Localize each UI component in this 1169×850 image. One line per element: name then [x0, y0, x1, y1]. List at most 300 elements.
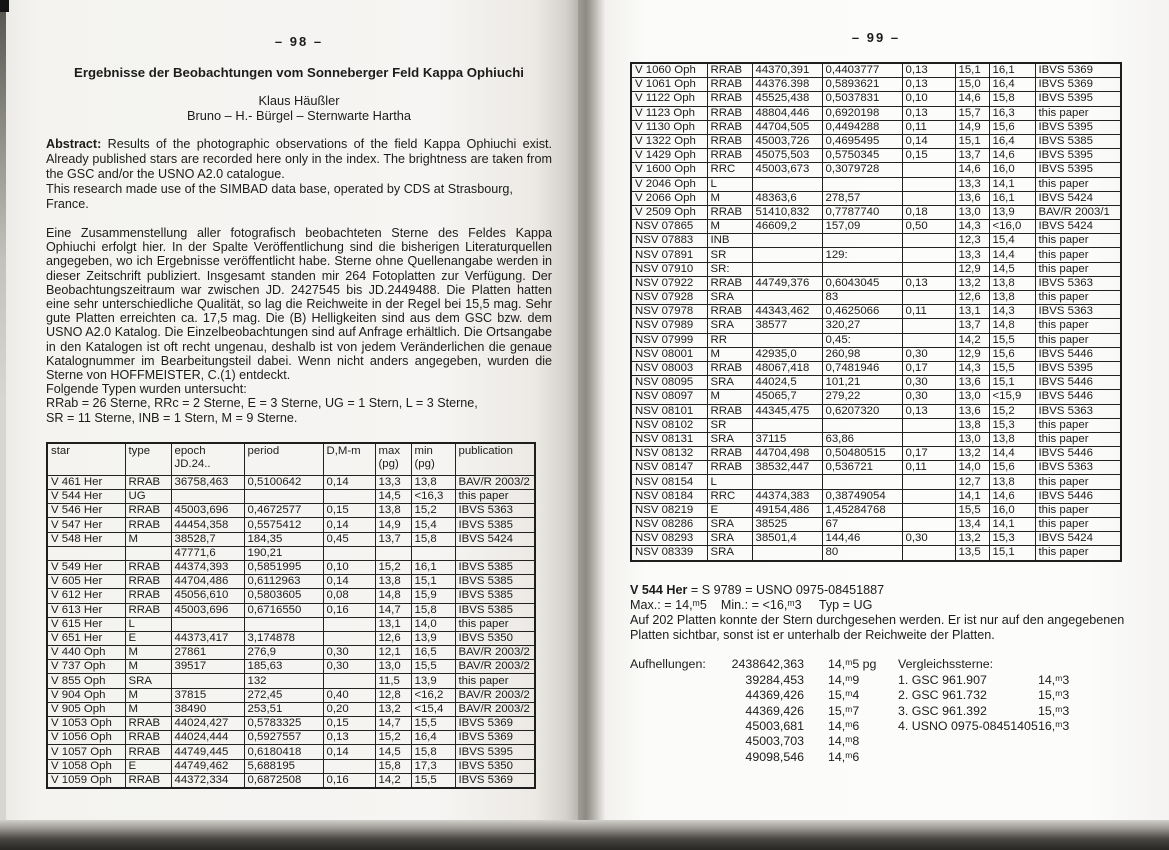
table-cell: IBVS 5363	[1035, 404, 1121, 418]
table-cell: 0,30	[902, 532, 955, 546]
table-cell: V 1429 Oph	[631, 149, 707, 163]
table-cell: IBVS 5385	[455, 518, 535, 532]
table-row	[47, 731, 535, 745]
table-cell: 0,50	[902, 220, 955, 234]
table-cell: 14,1	[989, 177, 1035, 191]
table-cell: this paper	[455, 490, 535, 504]
table-cell: IBVS 5446	[1035, 390, 1121, 404]
table-body	[47, 475, 535, 788]
table-cell: V 1057 Oph	[47, 745, 125, 759]
table-cell: 0,4672577	[244, 504, 323, 518]
table-cell: 0,6043045	[822, 276, 902, 290]
column-header: period	[244, 443, 323, 476]
table-row	[47, 674, 535, 688]
table-cell: 0,6920198	[822, 106, 902, 120]
table-cell: 44024,427	[171, 717, 244, 731]
table-cell: IBVS 5424	[455, 532, 535, 546]
table-cell: BAV/R 2003/2	[455, 688, 535, 702]
table-cell: NSV 07999	[631, 333, 707, 347]
table-row	[631, 234, 1121, 248]
table-cell: RRAB	[707, 305, 752, 319]
table-cell: M	[707, 191, 752, 205]
table-cell: IBVS 5385	[1035, 134, 1121, 148]
table-cell	[323, 759, 375, 773]
table-cell: NSV 07928	[631, 291, 707, 305]
table-cell	[902, 291, 955, 305]
table-cell: 44749,376	[752, 276, 822, 290]
table-cell: 0,5851995	[244, 560, 323, 574]
table-cell: V 613 Her	[47, 603, 125, 617]
aufhellungen-label: Aufhellungen:	[630, 657, 706, 672]
table-cell: IBVS 5446	[1035, 347, 1121, 361]
table-cell: 0,6716550	[244, 603, 323, 617]
table-cell: 14,6	[989, 149, 1035, 163]
table-cell: RRAB	[125, 518, 171, 532]
table-row	[631, 205, 1121, 219]
table-cell: 44372,334	[171, 773, 244, 788]
table-cell: 80	[822, 546, 902, 561]
vergleichssterne-list	[898, 657, 1069, 765]
table-cell: BAV/R 2003/2	[455, 646, 535, 660]
table-cell: 0,4625066	[822, 305, 902, 319]
table-cell: 0,30	[323, 646, 375, 660]
table-cell: 13,8	[989, 432, 1035, 446]
column-header: max (pg)	[375, 443, 411, 476]
table-cell: 37815	[171, 688, 244, 702]
table-cell: 0,5037831	[822, 92, 902, 106]
table-cell: 13,9	[411, 674, 455, 688]
table-row	[631, 92, 1121, 106]
v544-note: Auf 202 Platten konnte der Stern durchgesehen werden. Er ist nur auf den angegebenen Platten sichtbar, sonst ist er unterhalb der Reichweite der Platten.	[630, 612, 1125, 643]
table-cell	[902, 163, 955, 177]
aufhellung-row	[630, 657, 898, 672]
table-cell: 13,7	[955, 319, 989, 333]
table-cell: 0,11	[902, 120, 955, 134]
table-cell: 16,5	[411, 646, 455, 660]
table-cell: 48804,446	[752, 106, 822, 120]
table-cell: RRAB	[125, 475, 171, 489]
table-cell: 45525,438	[752, 92, 822, 106]
table-cell: 15,2	[411, 504, 455, 518]
table-cell: M	[707, 220, 752, 234]
brightening-lists	[630, 657, 1151, 765]
table-cell: 44749,462	[171, 759, 244, 773]
table-row	[47, 532, 535, 546]
body-paragraph: Eine Zusammenstellung aller fotografisch beobachteten Sterne des Feldes Kappa Ophiuchi erfolgt hier. In der Spalte Veröffentlichung sind die bisherigen Literaturquellen angegeben, wo ich Ergebnisse veröffentlicht habe. Sterne ohne Quellenangabe werden in dieser Zeitschrift publiziert. Insgesamt standen mir 264 Fotoplatten zur Verfügung. Der Beobachtungszeitraum war zwischen JD. 2427545 bis JD.2449488. Die Platten hatten eine sehr unterschiedliche Qualität, so lag die Reichweite in der Regel bei 15,5 mag. Sehr gute Platten erreichten ca. 17,5 mag. Die (B) Helligkeiten sind aus dem GSC bzw. dem USNO A2.0 Katalog. Die Einzelbeobachtungen sind auf Anfrage erhältlich. Die Ortsangabe in den Katalogen ist oft recht ungenau, deshalb ist von jedem Veränderlichen die genaue Katalognummer im Bearbeitungsteil dabei. Wenn nicht anders angegeben, wurden die Sterne von HOFFMEISTER, C.(1) entdeckt.	[46, 226, 552, 383]
table-cell: 0,30	[902, 390, 955, 404]
column-header: publication	[455, 443, 535, 476]
table-cell: 44343,462	[752, 305, 822, 319]
table-cell: V 1053 Oph	[47, 717, 125, 731]
table-cell: IBVS 5369	[455, 717, 535, 731]
table-cell: 14,5	[375, 490, 411, 504]
table-cell	[752, 262, 822, 276]
table-cell: 13,2	[955, 447, 989, 461]
table-cell	[244, 490, 323, 504]
comparison-star-name: 3. GSC 961.392	[898, 703, 987, 718]
table-cell: RRAB	[125, 560, 171, 574]
table-cell: BAV/R 2003/2	[455, 660, 535, 674]
table-cell: IBVS 5363	[1035, 461, 1121, 475]
table-cell: V 615 Her	[47, 617, 125, 631]
table-cell: RRC	[707, 489, 752, 503]
table-cell: V 651 Her	[47, 631, 125, 645]
table-cell	[752, 475, 822, 489]
table-cell: 13,3	[955, 177, 989, 191]
table-cell: <16,2	[411, 688, 455, 702]
magnitude-value: 16,ᵐ3	[1038, 719, 1070, 733]
table-cell: 5,688195	[244, 759, 323, 773]
table-cell: 38501,4	[752, 532, 822, 546]
table-cell: V 2066 Oph	[631, 191, 707, 205]
table-row	[631, 461, 1121, 475]
table-cell: 38490	[171, 702, 244, 716]
table-row	[47, 773, 535, 788]
abstract-paragraph	[46, 137, 552, 182]
table-cell: 15,1	[989, 546, 1035, 561]
table-cell: 13,8	[375, 575, 411, 589]
table-cell: V 612 Her	[47, 589, 125, 603]
table-cell: 16,1	[989, 191, 1035, 205]
table-cell: NSV 08154	[631, 475, 707, 489]
table-row	[47, 688, 535, 702]
table-row	[631, 361, 1121, 375]
table-cell: NSV 08339	[631, 546, 707, 561]
table-row	[631, 220, 1121, 234]
page-number-left: – 98 –	[274, 34, 324, 49]
table-cell: 11,5	[375, 674, 411, 688]
table-cell: 15,6	[989, 120, 1035, 134]
table-cell: RRAB	[125, 717, 171, 731]
star-table-page99	[630, 62, 1122, 562]
table-cell: 190,21	[244, 546, 323, 560]
table-cell: 13,6	[955, 404, 989, 418]
table-cell: 15,5	[989, 333, 1035, 347]
table-cell	[902, 191, 955, 205]
table-cell: 44024,5	[752, 376, 822, 390]
magnitude-value: 15,ᵐ7	[828, 703, 860, 718]
table-cell	[822, 475, 902, 489]
table-cell: 14,8	[989, 319, 1035, 333]
table-row	[631, 532, 1121, 546]
table-cell: 0,16	[323, 603, 375, 617]
table-cell	[375, 546, 411, 560]
comparison-star-row	[898, 719, 1069, 734]
aufhellung-row	[630, 704, 898, 719]
table-cell: SRA	[707, 432, 752, 446]
table-cell: 14,6	[955, 163, 989, 177]
table-row	[631, 475, 1121, 489]
table-cell: 15,8	[989, 92, 1035, 106]
table-cell: 1,45284768	[822, 503, 902, 517]
table-cell: 0,16	[323, 773, 375, 788]
table-cell: V 1130 Oph	[631, 120, 707, 134]
table-cell: <16,0	[989, 220, 1035, 234]
table-cell: NSV 07910	[631, 262, 707, 276]
table-cell: 12,8	[375, 688, 411, 702]
table-cell: 0,14	[323, 745, 375, 759]
table-cell: V 855 Oph	[47, 674, 125, 688]
table-cell: 14,3	[955, 361, 989, 375]
table-cell: V 549 Her	[47, 560, 125, 574]
table-cell: RRAB	[707, 461, 752, 475]
table-cell: 12,3	[955, 234, 989, 248]
table-cell: 13,8	[989, 276, 1035, 290]
table-cell: 13,8	[989, 291, 1035, 305]
table-row	[631, 120, 1121, 134]
table-cell: 12,9	[955, 347, 989, 361]
table-cell: 14,0	[955, 461, 989, 475]
table-cell: 16,3	[989, 106, 1035, 120]
table-cell: 0,45:	[822, 333, 902, 347]
author-name: Klaus Häußler	[258, 93, 340, 108]
table-cell: V 547 Her	[47, 518, 125, 532]
table-cell: IBVS 5395	[1035, 149, 1121, 163]
table-cell: 14,3	[989, 305, 1035, 319]
table-cell: <16,3	[411, 490, 455, 504]
column-header: D,M-m	[323, 443, 375, 476]
table-body	[631, 63, 1121, 561]
table-row	[631, 404, 1121, 418]
table-cell: 13,6	[955, 376, 989, 390]
table-cell	[902, 262, 955, 276]
table-cell: RRAB	[707, 404, 752, 418]
table-cell: 13,6	[955, 191, 989, 205]
table-row	[631, 432, 1121, 446]
table-cell: 14,9	[955, 120, 989, 134]
table-cell: RRAB	[125, 731, 171, 745]
table-cell: 14,6	[955, 92, 989, 106]
table-cell: L	[125, 617, 171, 631]
table-cell: 83	[822, 291, 902, 305]
table-cell: 14,3	[955, 220, 989, 234]
table-cell: 13,8	[989, 475, 1035, 489]
table-cell: 16,4	[989, 78, 1035, 92]
table-cell: IBVS 5363	[1035, 276, 1121, 290]
table-cell: V 546 Her	[47, 504, 125, 518]
table-cell: IBVS 5395	[1035, 163, 1121, 177]
table-cell: SRA	[707, 518, 752, 532]
table-cell: 0,13	[902, 78, 955, 92]
table-row	[47, 560, 535, 574]
table-cell: 14,7	[375, 603, 411, 617]
table-cell: 129:	[822, 248, 902, 262]
table-cell: 0,10	[902, 92, 955, 106]
table-cell	[171, 490, 244, 504]
aufhellungen-label	[630, 704, 718, 719]
table-cell: 253,51	[244, 702, 323, 716]
table-cell: 44704,486	[171, 575, 244, 589]
table-row	[631, 376, 1121, 390]
table-cell: 14,5	[989, 262, 1035, 276]
table-cell: 39517	[171, 660, 244, 674]
table-cell: this paper	[1035, 177, 1121, 191]
magnitude-value: 14,ᵐ6	[828, 719, 860, 733]
table-cell: 45075,503	[752, 149, 822, 163]
table-cell: 0,5750345	[822, 149, 902, 163]
table-cell: 0,5100642	[244, 475, 323, 489]
table-cell: 13,3	[955, 248, 989, 262]
table-cell: SR:	[707, 262, 752, 276]
table-cell: 0,11	[902, 461, 955, 475]
v544-identifier-line	[630, 583, 1151, 598]
magnitude-value: 14,ᵐ5 pg	[828, 657, 877, 672]
table-cell: M	[125, 688, 171, 702]
table-cell: 14,7	[375, 717, 411, 731]
table-cell: 13,2	[955, 532, 989, 546]
table-cell: V 905 Oph	[47, 702, 125, 716]
table-cell: 14,1	[989, 518, 1035, 532]
table-cell: 0,13	[902, 404, 955, 418]
table-row	[631, 276, 1121, 290]
table-cell: RRAB	[707, 120, 752, 134]
table-cell: 0,4494288	[822, 120, 902, 134]
table-cell: 45056,610	[171, 589, 244, 603]
table-row	[631, 106, 1121, 120]
julian-date-value: 44369,426	[745, 703, 804, 718]
table-cell	[902, 234, 955, 248]
table-cell: 63,86	[822, 432, 902, 446]
table-cell: V 1600 Oph	[631, 163, 707, 177]
table-cell: 16,4	[989, 134, 1035, 148]
table-row	[631, 390, 1121, 404]
vergleichssterne-label: Vergleichssterne:	[898, 657, 994, 672]
aufhellungen-label	[630, 750, 718, 765]
table-cell: IBVS 5446	[1035, 376, 1121, 390]
table-cell: M	[125, 660, 171, 674]
table-cell: IBVS 5395	[1035, 361, 1121, 375]
table-cell	[902, 333, 955, 347]
table-row	[631, 418, 1121, 432]
comparison-star-row	[898, 704, 1069, 719]
table-cell: 13,7	[955, 149, 989, 163]
page-99	[606, 0, 1169, 850]
magnitude-value: 15,ᵐ3	[1038, 703, 1070, 718]
table-cell: RRAB	[707, 63, 752, 78]
table-cell: RRAB	[707, 78, 752, 92]
column-header: star	[47, 443, 125, 476]
table-cell: NSV 08101	[631, 404, 707, 418]
table-cell: this paper	[1035, 248, 1121, 262]
table-cell: SRA	[707, 546, 752, 561]
julian-date-value: 44369,426	[745, 688, 804, 703]
table-cell: 12,1	[375, 646, 411, 660]
table-cell: 44345,475	[752, 404, 822, 418]
table-row	[631, 262, 1121, 276]
table-row	[47, 717, 535, 731]
table-cell: 44704,505	[752, 120, 822, 134]
table-cell: NSV 08003	[631, 361, 707, 375]
aufhellungen-label	[630, 719, 718, 734]
table-cell: 144,46	[822, 532, 902, 546]
table-cell: IBVS 5369	[1035, 78, 1121, 92]
table-cell: 42935,0	[752, 347, 822, 361]
table-cell: RRAB	[125, 589, 171, 603]
table-cell: V 440 Oph	[47, 646, 125, 660]
column-header: epoch JD.24..	[171, 443, 244, 476]
table-cell: 0,14	[323, 575, 375, 589]
julian-date-value: 45003,703	[745, 734, 804, 749]
table-cell: 13,8	[411, 475, 455, 489]
table-cell	[323, 617, 375, 631]
table-cell: 0,5893621	[822, 78, 902, 92]
table-cell: 0,3079728	[822, 163, 902, 177]
table-cell: 46609,2	[752, 220, 822, 234]
comparison-star-row	[898, 673, 1069, 688]
paper-title: Ergebnisse der Beobachtungen vom Sonneberger Feld Kappa Ophiuchi	[74, 65, 524, 80]
table-cell: 0,4695495	[822, 134, 902, 148]
table-cell	[822, 418, 902, 432]
table-cell: 15,3	[989, 418, 1035, 432]
table-cell: L	[707, 177, 752, 191]
table-cell: E	[125, 759, 171, 773]
table-cell: this paper	[1035, 291, 1121, 305]
table-cell: 272,45	[244, 688, 323, 702]
aufhellung-row	[630, 688, 898, 703]
table-cell: this paper	[1035, 262, 1121, 276]
table-cell: this paper	[1035, 234, 1121, 248]
table-row	[47, 617, 535, 631]
table-cell: RR	[707, 333, 752, 347]
table-cell: 45003,696	[171, 603, 244, 617]
table-cell: 17,3	[411, 759, 455, 773]
table-cell: 37115	[752, 432, 822, 446]
types-line-1: RRab = 26 Sterne, RRc = 2 Sterne, E = 3 Sterne, UG = 1 Stern, L = 3 Sterne,	[46, 396, 478, 411]
table-cell: <15,9	[989, 390, 1035, 404]
aufhellung-row	[630, 673, 898, 688]
table-row	[47, 759, 535, 773]
table-cell: IBVS 5369	[1035, 63, 1121, 78]
table-cell: this paper	[455, 617, 535, 631]
comparison-star-name: 1. GSC 961.907	[898, 672, 987, 687]
table-cell: 14,4	[989, 447, 1035, 461]
table-cell: 0,20	[323, 702, 375, 716]
table-cell: E	[125, 631, 171, 645]
table-cell: V 1322 Oph	[631, 134, 707, 148]
table-cell: 0,11	[902, 305, 955, 319]
table-cell: 0,17	[902, 447, 955, 461]
table-row	[47, 603, 535, 617]
table-cell: RRAB	[125, 504, 171, 518]
table-cell: <15,4	[411, 702, 455, 716]
table-cell: 0,6207320	[822, 404, 902, 418]
table-cell: IBVS 5369	[455, 731, 535, 745]
table-cell	[125, 546, 171, 560]
table-row	[631, 63, 1121, 78]
table-cell: NSV 08131	[631, 432, 707, 446]
table-cell: RRAB	[707, 361, 752, 375]
table-cell: 276,9	[244, 646, 323, 660]
table-cell: IBVS 5446	[1035, 489, 1121, 503]
table-cell: this paper	[1035, 319, 1121, 333]
table-cell: 44373,417	[171, 631, 244, 645]
table-cell: 12,7	[955, 475, 989, 489]
table-row	[631, 319, 1121, 333]
table-cell	[323, 674, 375, 688]
types-heading: Folgende Typen wurden untersucht:	[46, 382, 247, 397]
table-cell: 38577	[752, 319, 822, 333]
table-cell: IBVS 5424	[1035, 191, 1121, 205]
table-cell: 0,15	[902, 149, 955, 163]
julian-date-value: 39284,453	[745, 672, 804, 687]
table-cell: 45003,696	[171, 504, 244, 518]
table-cell: 12,6	[955, 291, 989, 305]
aufhellung-row	[630, 719, 898, 734]
comparison-star-name: 2. GSC 961.732	[898, 688, 987, 703]
table-cell: V 1061 Oph	[631, 78, 707, 92]
table-cell: this paper	[1035, 503, 1121, 517]
table-cell: V 2046 Oph	[631, 177, 707, 191]
